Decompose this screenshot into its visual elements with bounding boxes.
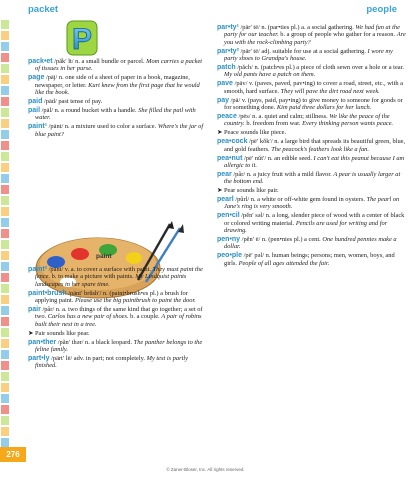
entry-headword: paint¹ — [28, 123, 48, 131]
margin-square — [1, 295, 9, 304]
entry-definition: /pāl/ n. a round bucket with a handle. — [40, 106, 139, 114]
entry-headword: pea•cock — [217, 138, 248, 146]
entry-definition: /păn′ thər/ n. a black leopard. — [56, 338, 134, 346]
entry-definition-2: b. a group of people who gather for a reason. — [278, 31, 397, 39]
right-column — [217, 24, 407, 269]
entry-headword: par•ty² — [217, 47, 239, 55]
entry-definition: /pĕn′ ē/ n. (pen•nies pl.) a cent. — [240, 236, 323, 244]
entry-example: They must paint the fence. — [35, 266, 203, 281]
margin-square — [1, 75, 9, 84]
dictionary-entry — [28, 58, 208, 73]
margin-square — [1, 108, 9, 117]
dictionary-entry — [28, 266, 208, 288]
entry-headword: paid — [28, 98, 43, 106]
entry-headword: pearl — [217, 196, 234, 204]
entry-headword: part•ly — [28, 354, 50, 362]
dictionary-entry — [217, 171, 407, 186]
dictionary-entry — [217, 252, 407, 267]
dictionary-entry — [28, 98, 208, 105]
entry-definition-2: b. a couple. — [128, 313, 162, 321]
entry-definition: /pānt′ brŭsh′/ n. (paint•brush•es pl.) a brush for applying paint. — [35, 289, 188, 305]
svg-text:P: P — [71, 23, 93, 56]
entry-definition: /pē′ nŭt′/ n. an edible seed. — [242, 154, 314, 162]
entry-example: Mom carries a packet of tissues in her purse. — [35, 58, 203, 73]
margin-square — [1, 130, 9, 139]
entry-headword: paint•brush — [28, 289, 67, 297]
entry-definition: /pānt/ n. a mixture used to color a surface. — [47, 123, 158, 131]
entry-example-2: My Lindquist paints landscapes in her spare time. — [35, 273, 187, 288]
entry-example: My old pants have a patch on them. — [224, 71, 316, 79]
margin-square — [1, 438, 9, 447]
entry-example-2: Are you with the rock-climbing party? — [224, 31, 406, 46]
dictionary-entry — [217, 113, 407, 128]
dictionary-entry — [28, 306, 208, 328]
entry-definition: /pāj/ n. one side of a sheet of paper in a book, magazine, newspaper, or letter. — [35, 74, 190, 89]
guide-word-right: people — [366, 4, 397, 15]
dictionary-entry — [28, 107, 208, 122]
entry-example: We like the peace of the country. — [224, 112, 390, 128]
entry-definition: /pā/ v. (pays, paid, pay•ing) to give money to someone for goods or for something done. — [224, 96, 403, 112]
dictionary-entry — [28, 123, 208, 138]
entry-headword: page — [28, 74, 45, 82]
entry-definition: /pâr/ n. a. two things of the same kind that go together; a set of two. — [35, 306, 203, 321]
entry-definition: /pāv/ v. (paves, paved, pav•ing) to cover a road, street, etc., with a smooth, hard surface. — [224, 80, 404, 95]
entry-example: Carlos has a new pair of shoes. — [47, 313, 129, 321]
margin-square — [1, 97, 9, 106]
margin-square — [1, 284, 9, 293]
dictionary-entry — [217, 97, 407, 112]
dictionary-entry — [28, 330, 208, 337]
margin-square — [1, 64, 9, 73]
margin-square — [1, 53, 9, 62]
entry-headword: pear — [217, 170, 232, 178]
entry-definition: /pānt/ v. a. to cover a surface with paint. — [47, 266, 153, 273]
dictionary-entry — [217, 48, 407, 63]
dictionary-entry — [217, 212, 407, 234]
margin-square — [1, 207, 9, 216]
entry-definition: /pâr/ n. a juicy fruit with a mild flavor. — [231, 170, 334, 178]
entry-headword: pea•nut — [217, 154, 243, 162]
margin-square — [1, 394, 9, 403]
dictionary-entry — [217, 236, 407, 251]
entry-example: I wore my party shoes to Grandpa's house. — [224, 47, 393, 63]
entry-example: Please use the big paintbrush to paint the door. — [74, 297, 196, 305]
entry-definition: /pûrl/ n. a white or off-white gem found in oysters. — [233, 196, 367, 204]
entry-definition: /pärt′ lē/ adv. in part; not completely. — [49, 354, 147, 362]
margin-square — [1, 350, 9, 359]
entry-example: Kim paid three dollars for her lunch. — [276, 104, 372, 112]
entry-example: They will pave the dirt road next week. — [280, 87, 380, 95]
margin-square — [1, 119, 9, 128]
entry-headword: pave — [217, 80, 233, 88]
copyright-footer: © Zaner-Bloser, Inc. All rights reserved. — [166, 467, 245, 472]
margin-square — [1, 218, 9, 227]
margin-square — [1, 163, 9, 172]
margin-square — [1, 240, 9, 249]
margin-square — [1, 361, 9, 370]
dictionary-entry — [28, 74, 208, 96]
margin-square — [1, 262, 9, 271]
margin-square — [1, 141, 9, 150]
entry-example: We had fun at the party for our teacher. — [224, 24, 400, 39]
entry-definition: ➤ Peace sounds like piece. — [217, 129, 287, 137]
entry-example: The pearl on Jane's ring is very smooth. — [224, 196, 400, 211]
entry-example: Pencils are used for writing and for drawing. — [224, 219, 388, 235]
margin-square — [1, 273, 9, 282]
letter-p-icon — [64, 18, 100, 58]
left-column-bottom — [28, 266, 208, 371]
dictionary-entry — [28, 339, 208, 354]
entry-definition: /pē′ pəl/ n. human beings; persons; men, women, boys, and girls. — [224, 252, 395, 267]
entry-definition: ➤ Pear sounds like pair. — [217, 187, 279, 195]
entry-headword: patch — [217, 64, 236, 72]
entry-example: One hundred pennies make a dollar. — [224, 236, 397, 251]
illustration-caption: paint — [96, 253, 112, 260]
margin-square — [1, 42, 9, 51]
margin-square — [1, 251, 9, 260]
margin-square — [1, 185, 9, 194]
margin-square — [1, 229, 9, 238]
margin-square — [1, 306, 9, 315]
entry-headword: par•ty¹ — [217, 24, 239, 31]
margin-square — [1, 328, 9, 337]
dictionary-entry — [217, 80, 407, 95]
margin-square — [1, 174, 9, 183]
entry-definition: /pēs/ n. a. quiet and calm; stillness. — [236, 112, 330, 120]
dictionary-entry — [217, 24, 407, 46]
margin-square — [1, 339, 9, 348]
entry-definition-2: b. freedom from war. — [244, 120, 303, 128]
entry-example-2: Every thinking person wants peace. — [302, 120, 394, 128]
entry-example: She filled the pail with water. — [35, 106, 196, 122]
entry-headword: pack•et — [28, 58, 53, 65]
entry-definition-2: b. to make a picture with paints. — [50, 273, 136, 281]
margin-square — [1, 416, 9, 425]
margin-square — [1, 86, 9, 95]
entry-definition: /pär′ tē/ n. (par•ties pl.) a. a social gathering. — [238, 24, 356, 31]
margin-square — [1, 383, 9, 392]
margin-square — [1, 405, 9, 414]
entry-definition: /pär′ tē/ adj. suitable for use at a social gathering. — [238, 47, 368, 55]
dictionary-entry — [217, 138, 407, 153]
entry-headword: peo•ple — [217, 252, 243, 260]
entry-definition: /pĕn′ səl/ n. a long, slender piece of wood with a center of black or colored writing material. — [224, 212, 405, 227]
margin-square — [1, 427, 9, 436]
entry-example: A pear is usually larger at the bottom end. — [224, 170, 401, 186]
entry-definition: /pē′ kŏk′/ n. a large bird that spreads its beautiful green, blue, and gold feathers. — [224, 138, 406, 153]
entry-example: The panther belongs to the feline family. — [35, 338, 203, 354]
entry-example-2: A pair of robins built their nest in a tree. — [35, 313, 202, 328]
entry-example: The peacock's feathers look like a fan. — [271, 145, 369, 153]
entry-example: I can't eat this peanut because I am allergic to it. — [224, 154, 405, 169]
alphabet-margin-strip — [0, 20, 10, 460]
margin-square — [1, 20, 9, 29]
left-column-top — [28, 58, 208, 140]
margin-square — [1, 152, 9, 161]
margin-square — [1, 317, 9, 326]
entry-headword: pen•ny — [217, 236, 241, 244]
entry-example: People of all ages attended the fair. — [238, 259, 330, 267]
entry-definition: /pād/ past tense of pay. — [42, 98, 103, 106]
entry-headword: pair — [28, 306, 41, 314]
entry-example: Where's the jar of blue paint? — [35, 123, 204, 138]
entry-example: My test is partly finished. — [35, 354, 188, 370]
dictionary-entry — [217, 187, 407, 194]
entry-definition: /păk′ ĭt/ n. a small bundle or parcel. — [52, 58, 147, 65]
entry-definition: /păch/ n. (patch•es pl.) a piece of cloth sewn over a hole or a tear. — [235, 64, 404, 72]
margin-square — [1, 196, 9, 205]
dictionary-entry — [217, 155, 407, 170]
margin-square — [1, 372, 9, 381]
entry-headword: pail — [28, 106, 41, 114]
dictionary-entry — [217, 64, 407, 79]
dictionary-entry — [217, 129, 407, 136]
entry-headword: pan•ther — [28, 338, 57, 346]
dictionary-entry — [28, 355, 208, 370]
entry-definition: ➤ Pair sounds like pear. — [28, 329, 90, 337]
entry-headword: peace — [217, 112, 237, 120]
page-number: 276 — [0, 447, 26, 462]
entry-example: Kurt knew from the first page that he would like the book. — [35, 81, 200, 97]
dictionary-entry — [28, 290, 208, 305]
guide-word-left: packet — [28, 4, 59, 15]
entry-headword: paint² — [28, 266, 48, 273]
entry-headword: pen•cil — [217, 212, 240, 220]
margin-square — [1, 31, 9, 40]
dictionary-entry — [217, 196, 407, 211]
entry-headword: pay — [217, 96, 230, 104]
